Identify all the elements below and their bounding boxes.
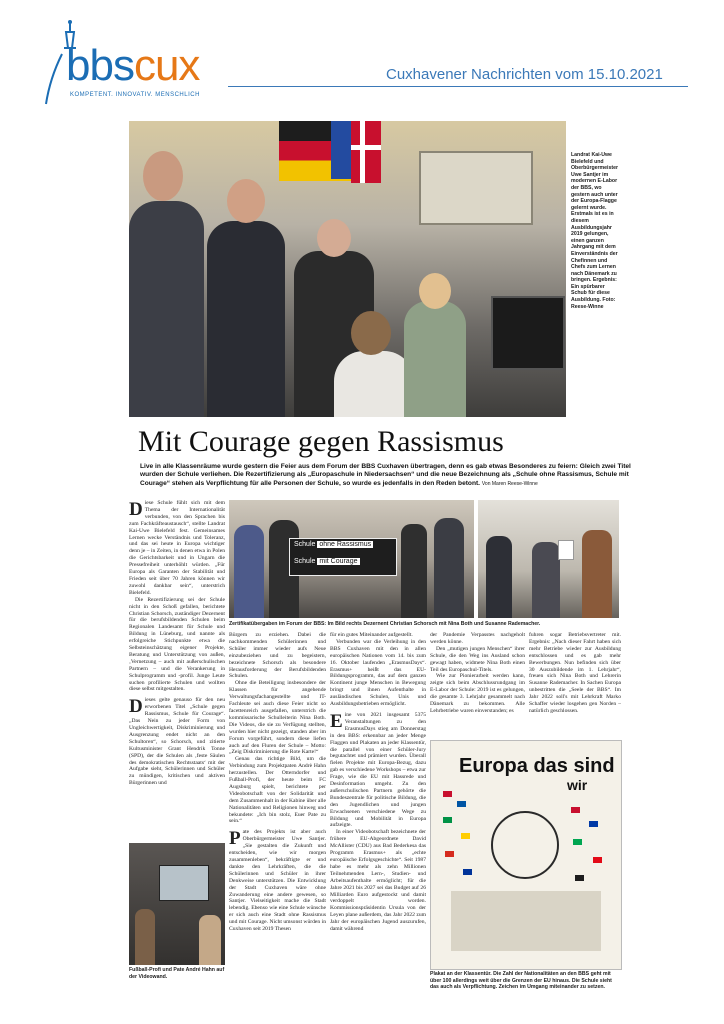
- person-left: [129, 201, 204, 417]
- article-lead: Live in alle Klassenräume wurde gestern die Feier aus dem Forum der BBS Cuxhaven übertragen, denn es gab etwas Besonderes zu feiern: Gleich zwei Titel wurden der Schule verliehen. Die Rezertifizierung als „Europaschule in Niedersachsen“ und die neue Bezeichnung als „Schule ohne Rassismus, Schule mit Courage“ stehen als Verpflichtung für alle Personen der Schule, so wurde es jedenfalls in den Reden betont. Von Maren Reese-Winne: [140, 463, 631, 487]
- ceremony-photo: [229, 500, 474, 618]
- student-white: [334, 351, 414, 417]
- article-column-2: Bürgern zu erziehen. Dabei die nachkommenden Schülerinnen und Schüler immer wieder aufs Neue einzubeziehen und zu begeistern, bezeichnete Schorsch als besondere Herausforderung der Berufsbildenden Schulen. Ohne die Beteiligung insbesondere der Klassen für angehende Verwaltungsfachangestellte und IT-Fachleute sei auch diese Feier nicht so facettenreich ausgefallen, unterstrich die kommissarische Schulleiterin Nina Both. Die Videos, die sie zu Verfügung stellten, wurden hier nicht gezeigt, standen aber im Forum vorgeführt, sondern diese liefen auch auf den Fluren der Schule – Motto: „Zeig Diskriminierung die Rote Karte!“ Genau das richtige Bild, um die Verbindung zum Projektpaten Andrè Hahn herzustellen. Der Otterndorfer und Fußball-Profi, der heute beim FC Augsburg spielt, berichtete per Videobotschaft von der Solidarität und dem Zusammenhalt in der Kabine über alle Nationalitäten und Religionen hinweg und bekundete: „Ich bin stolz, Euer Pate zu sein.“ Pate des Projekts ist aber auch Oberbürgermeister Uwe Santjer. „Sie gestalten die Zukunft und entscheiden, wie wir morgen zusammenleben“, bekräftigte er und dankte den Lehrkräften, die die Schülerinnen und Schüler in ihrer Denkweise unterstützen. Die Entwicklung der Stadt Cuxhaven wäre ohne Zuwanderung eine andere gewesen, so Santjer. Vielseitigkeit mache die Stadt lebendig. Ebenso wie eine Schule wünsche er sich auch eine Stadt ohne Rassismus und mit Courage. Nicht umsonst würden in Cuxhaven seit 2019 Thesen: [229, 632, 326, 933]
- lab-screen: [419, 151, 533, 225]
- newspaper-source: Cuxhavener Nachrichten vom 15.10.2021: [386, 66, 663, 83]
- person-suit: [207, 221, 285, 417]
- article-column-3: für ein gutes Miteinander aufgestellt. Verbunden war die Verleihung in den BBS Cuxhaven mit den in allen europäischen Nationen vom 14. bis zum 16. Oktober laufenden „ErasmusDays“. Erasmus+ heißt das EU-Bildungsprogramm, das auf dem ganzen Kontinent junge Menschen in Bewegung bringt und ihnen Aufenthalte in ausländischen Schulen, Unis und Ausbildungsbetrieben ermöglicht. Eine von 2021 insgesamt 5375 Veranstaltungen zu den ErasmusDays stieg am Donnerstag in den BBS: erkennbar an jeder Menge Flaggen und Plakaten an jeder Klassentür, die parallel von einer Schüler-Jury begutachtet und prämiert wurden. Überall fielen Projekte mit Europa-Bezug, dazu gab es verschiedene Workshops – etwa zur Frage, wie die EU mit Hassrede und Desinformation umgeht. Zu den außerschulischen Partnern gehörte die Bundeszentrale für politische Bildung, die den Jugendlichen und jungen Erwachsenen verschiedene Wege zu Bildung und Mobilität in Europa aufzeigte. In einer Videobotschaft bezeichnete der frühere EU-Abgeordnete David McAllister (CDU) aus Bad Bederkesa das Programm Erasmus+ als „echte europäische Erfolgsgeschichte“. Seit 1987 habe es mehr als zehn Millionen Teilnehmenden Lern-, Studien- und Arbeitsaufenthalte ermöglicht; für die Jahre 2021 bis 2027 sei das Budget auf 26 Milliarden Euro aufgestockt und damit verdoppelt worden. Kommissionspräsidentin Ursula von der Leyen plane außerdem, das Jahr 2022 zum Jahr der europäischen Jugend auszurufen, damit während: [330, 632, 426, 933]
- video-wall-photo: [129, 843, 225, 965]
- small-photo-caption: Fußball-Profi und Pate André Hahn auf der Videowand.: [129, 967, 225, 980]
- globe-drawing: [491, 811, 559, 879]
- article-column-5: fuhren sogar Betriebsvertreter mit. Ergebnis: „Nach dieser Fahrt haben sich mehr Betriebe wieder zur Ausbildung entschlossen und es gab mehr Bewerbungen. Nun befinden sich über 30 Auszubildende im 1. Lehrjahr“, freuen sich Nina Both und Lehrerin Susanne Rademacher. In Sachen Europa unbestritten die „Seele der BBS“. Im Jahr 2022 soll's mit Lehrkraft Marko Schaffer wieder losgehen gen Norden – natürlich geschlossen.: [529, 632, 621, 714]
- poster-title: Europa das sind: [459, 755, 615, 777]
- header-rule: [228, 86, 688, 87]
- logo-wordmark: bbscux: [66, 41, 200, 90]
- article-column-4: der Pandemie Verpasstes nachgeholt werden könne. Den „mutigen jungen Menschen“ ihrer Schule, die den Weg ins Ausland schon gewagt haben, widmete Nina Both einen Teil des Europaschul-Titels. Wie zur Pionierarbeit werden kann, zeigte sich beim Abschlussrundgang im E-Labor der Schule: 2019 ist es gelungen, die gesamte 3. Lehrjahr gesammelt nach Dänemark zu bekommen. Alle Lehrbetriebe waren einverstanden; es: [430, 632, 525, 714]
- middle-photo-caption: Zertifikatübergaben im Forum der BBS: Im Bild rechts Dezernent Christian Schorsch mit Nina Both und Susanne Rademacher.: [229, 621, 541, 627]
- bbscux-logo[interactable]: [44, 18, 224, 108]
- courage-sign: Schule ohne Rassismus Schule mit Courage: [289, 538, 397, 576]
- top-photo: [129, 121, 566, 417]
- logo-tagline: KOMPETENT. INNOVATIV. MENSCHLICH: [70, 92, 200, 98]
- eu-flag: [331, 121, 353, 179]
- europa-poster-photo: Europa das sind wir: [430, 740, 622, 970]
- photo-collage: [451, 891, 601, 951]
- certificate-photo: [478, 500, 619, 618]
- student-green: [404, 301, 466, 417]
- top-photo-caption: Landrat Kai-Uwe Bielefeld und Oberbürgermeister Uwe Santjer im modernen E-Labor der BBS, wo gestern auch unter der Europa-Flagge gelernt wurde. Erstmals ist es in diesem Ausbildungsjahr 2019 gelungen, einen ganzen Jahrgang mit dem Einverständnis der Chefinnen und Chefs zum Lernen nach Dänemark zu bringen. Ergebnis: Ein spürbarer Schub für diese Ausbildung. Foto: Reese-Winne: [571, 152, 618, 310]
- poster-caption: Plakat an der Klassentür. Die Zahl der Nationalitäten an den BBS geht mit über 100 allerdings weit über die Grenzen der EU hinaus. Die Schule sieht das auch als Verpflichtung. Zeichen im Umgang miteinander zu setzen.: [430, 971, 612, 991]
- article-title: Mit Courage gegen Rassismus: [138, 425, 504, 458]
- danish-flag: [351, 121, 381, 183]
- article-column-1: Diese Schule fühlt sich mit dem Thema der Internationalität verbunden, von den Sprachen bis zum Fachkräfteaustausch“, stellte Landrat Kai-Uwe Bielefeld fest. Gemeinsames Lernen wecke Verständnis und Toleranz, und das sei heute in Europa wichtiger denn je – in Zeiten, in denen etwa in Polen die Gerichtsbarkeit und in Ungarn die Pressefreiheit unterhöhlt würden. „Für Europa als Garanten der Stabilität und Frieden seit über 70 Jahren können wir zuwohl dankbar sein“, unterstrich Bielefeld. Die Rezertifizierung sei der Schule nicht in den Schoß gefallen, berichtete Christian Schorsch, zuständiger Dezernent für die berufsbildenden Schulen beim Regionalen Landesamt für Schule und Bildung in Lüneburg, und nannte als erfolgreiche Stichpunkte etwa die Selbsteinschätzung eigener Projekte, Beratung und Unterstützung von außen, ‚Vernetzung – auch mit außerschulischen Partnern – und die Verankerung in Schulprogramm und -profil. Junge Leute suchen profilierte Schulen und wollten diese selbst mitgestalten. Dieses gelte genauso für den neu erworbenen Titel „Schule gegen Rassismus, Schule für Courage“. „Das Nein zu jeder Form von Ungleichwertigkeit, Diskriminierung und Ausgrenzung endet nicht an den Schultoren“, so Schorsch, und zitierte Kultusminister Grant Hendrik Tonne (SPD), der die Schulen als ‚feste Säulen des demokratischen Rechtsstaats‘ mit der Aufgabe sieht, Schülerinnen und Schüler zu mündigen, kritischen und aktiven Bürgerinnen und: [129, 500, 225, 787]
- video-screen: [159, 865, 209, 901]
- certificate: [558, 540, 574, 560]
- monitor: [491, 296, 565, 370]
